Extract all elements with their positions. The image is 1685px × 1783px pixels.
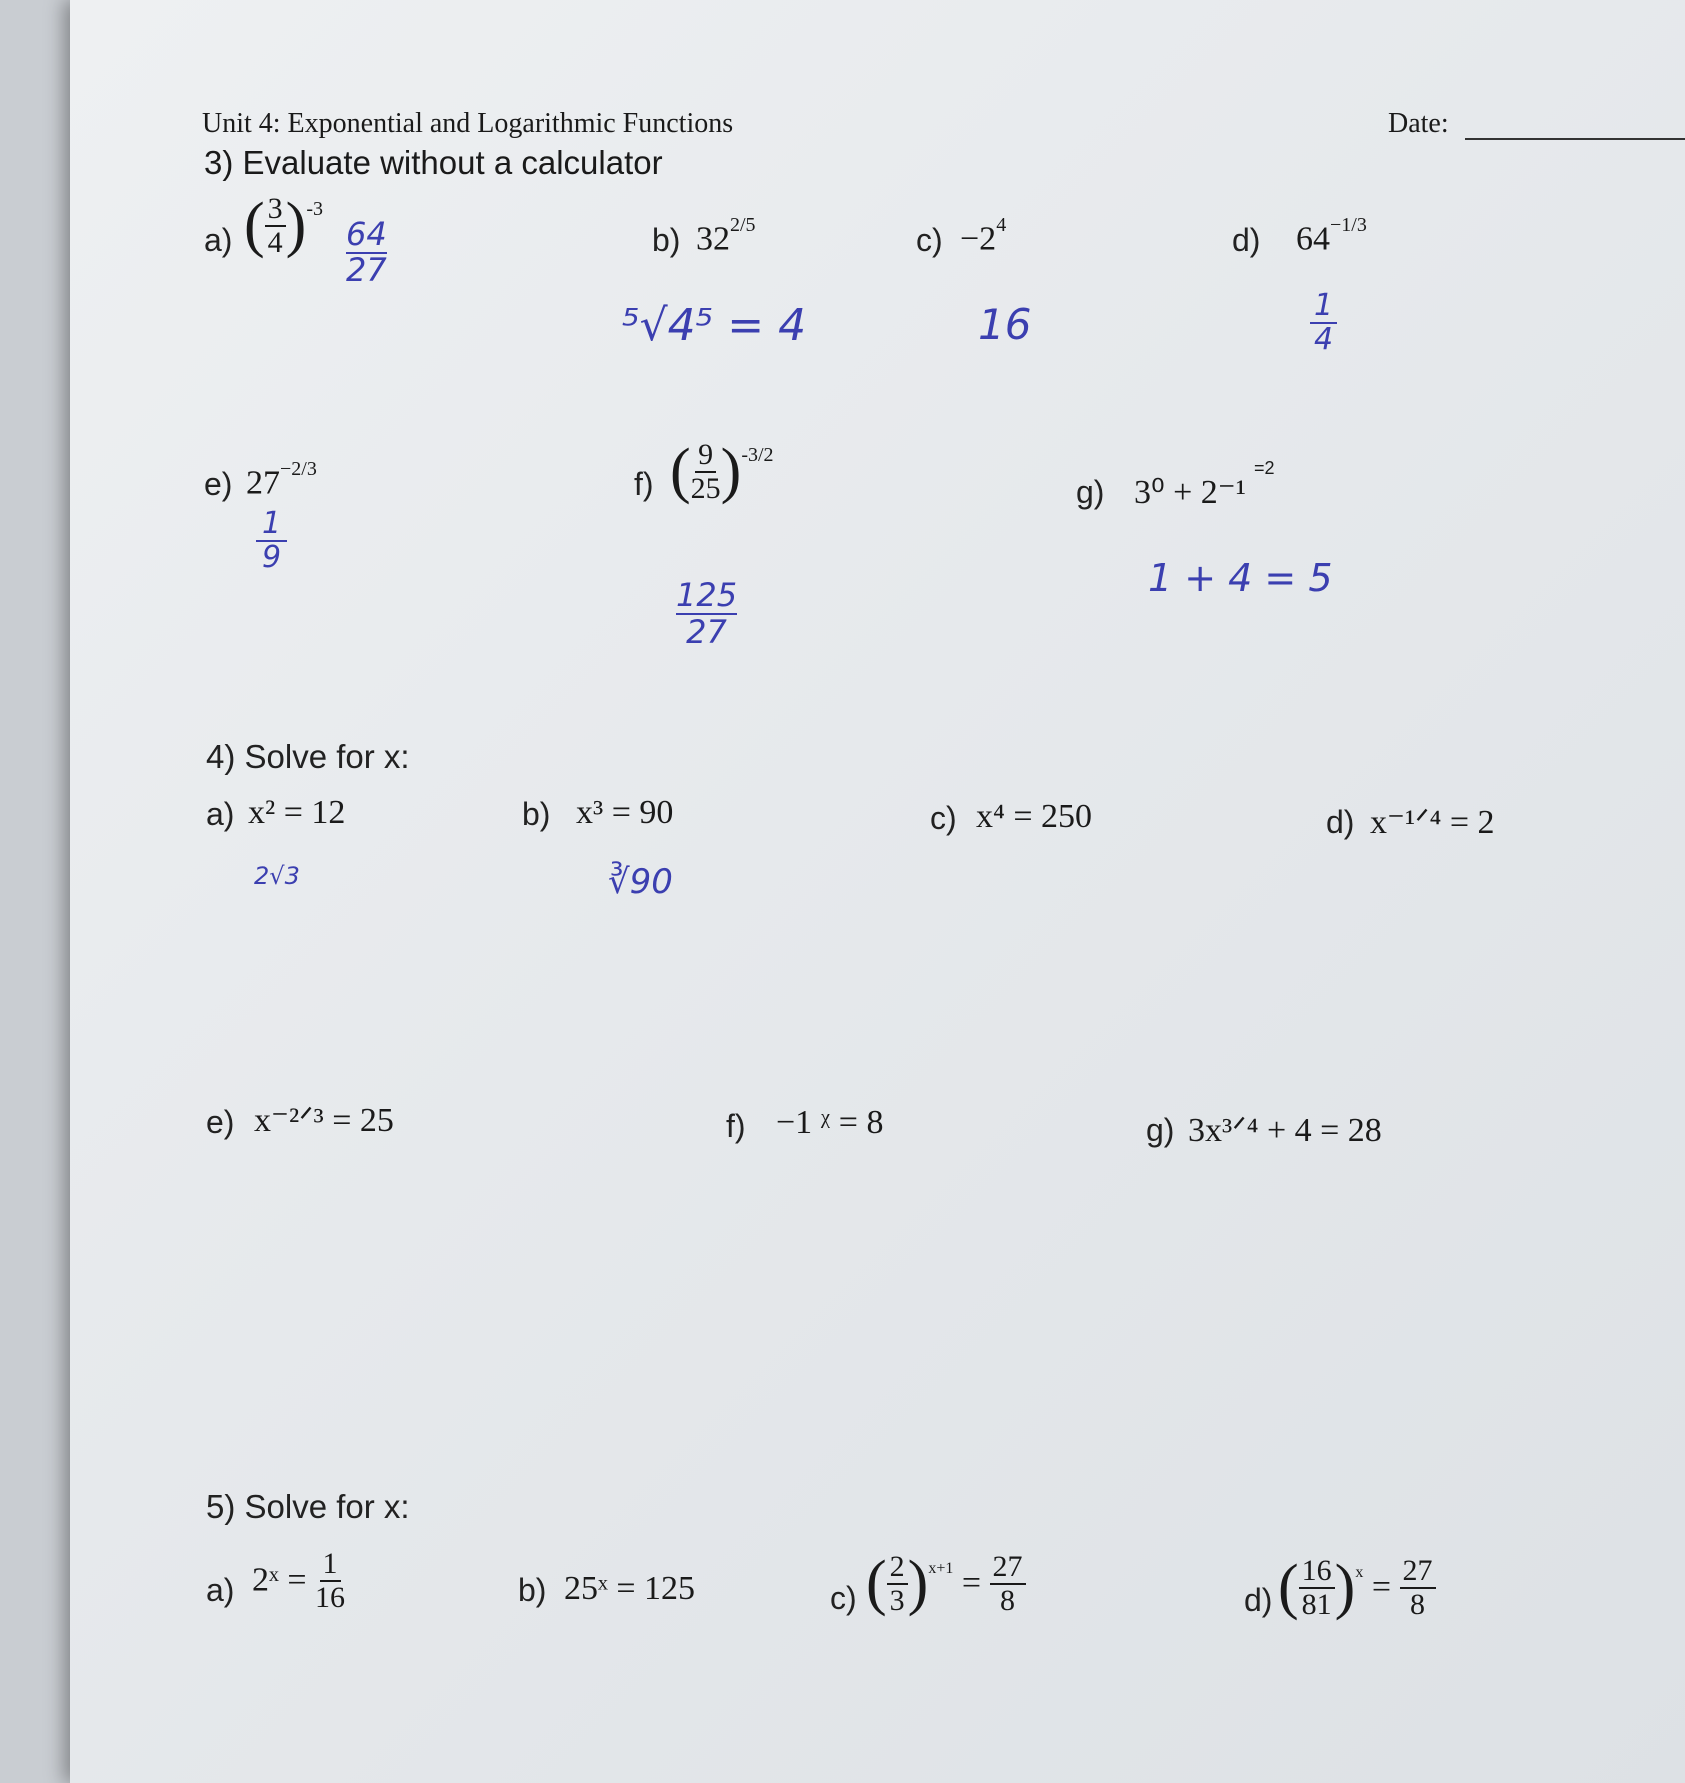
- s3a-den: 4: [267, 225, 283, 259]
- s3c-expression: [960, 214, 1007, 258]
- s5c-expression: ( $\frac{2}{3}$ )$^{x+1}$ = $\frac{27}{8}$: [866, 1548, 1026, 1619]
- s3d-base: 64: [1296, 220, 1330, 258]
- s5d-rnum: 27: [1400, 1555, 1436, 1589]
- s3a-answer-num: 64: [346, 215, 387, 253]
- s3g-expression: 3⁰ + 2⁻¹: [1134, 474, 1246, 511]
- s3d-expression: [1296, 214, 1367, 258]
- section4-heading: 4) Solve for x:: [206, 738, 410, 775]
- s5c-num: 2: [887, 1551, 908, 1585]
- s3a-num: 3: [265, 193, 286, 227]
- s3b-expression: [696, 214, 756, 258]
- s5d-label: d): [1244, 1582, 1273, 1618]
- s3a-expression: ( $\frac{3}{4}$ )$^{-3}$: [244, 191, 323, 259]
- s4d-label: d): [1326, 804, 1355, 840]
- s3e-label: e): [204, 466, 233, 502]
- worksheet-title: Unit 4: Exponential and Logarithmic Functions: [202, 108, 734, 139]
- s4a-expression: x² = 12: [248, 794, 346, 831]
- s3f-num: 9: [695, 439, 716, 473]
- s4d-expression: x⁻¹ᐟ⁴ = 2: [1370, 804, 1495, 841]
- s3b-work: ⁵√4⁵ = 4: [622, 300, 807, 351]
- s5c-den: 3: [889, 1583, 905, 1617]
- s4f-label: f): [726, 1108, 746, 1144]
- s3a-label: a): [204, 222, 233, 258]
- s3g-work: 1 + 4 = 5: [1148, 556, 1333, 600]
- s3d-answer-num: 1: [1310, 290, 1337, 324]
- s4c-expression: x⁴ = 250: [976, 798, 1093, 835]
- s3f-answer: [676, 578, 737, 650]
- date-label: Date:: [1388, 108, 1449, 139]
- s5b-expression: 25ˣ = 125: [564, 1570, 696, 1607]
- s3e-answer: [256, 508, 287, 573]
- s3e-base: 27: [246, 464, 280, 502]
- s3d-answer-den: 4: [1314, 321, 1334, 357]
- s3f-answer-den: 27: [686, 613, 727, 652]
- s4g-label: g): [1146, 1112, 1175, 1148]
- s3c-base: −2: [960, 220, 997, 258]
- date-line: [1465, 138, 1685, 140]
- s3f-exp: -3/2: [741, 443, 774, 466]
- s3a-exp: -3: [306, 197, 323, 220]
- s4c-label: c): [930, 800, 957, 836]
- s5b-label: b): [518, 1572, 547, 1608]
- s4a-work: 2√3: [254, 862, 300, 890]
- s3b-base: 32: [696, 220, 730, 258]
- s4b-label: b): [522, 796, 551, 832]
- s5a-lhs: 2ˣ =: [252, 1561, 307, 1599]
- s5a-expression: [252, 1548, 345, 1613]
- s5d-num: 16: [1299, 1555, 1335, 1589]
- s4g-expression: 3x³ᐟ⁴ + 4 = 28: [1188, 1112, 1382, 1149]
- s5c-rden: 8: [1000, 1583, 1016, 1617]
- s5d-den: 81: [1301, 1587, 1332, 1621]
- s3d-exp: −1/3: [1330, 214, 1367, 236]
- s3g-note: =2: [1254, 458, 1275, 478]
- s5d-exp: x: [1355, 1563, 1364, 1581]
- s3b-exp: 2/5: [730, 214, 756, 236]
- s3e-exp: −2/3: [280, 458, 317, 480]
- s4e-expression: x⁻²ᐟ³ = 25: [254, 1102, 394, 1139]
- s4b-expression: x³ = 90: [576, 794, 674, 831]
- s3e-answer-den: 9: [262, 539, 282, 575]
- s3f-expression: ( $\frac{9}{25}$ )$^{-3/2}$: [670, 437, 774, 505]
- s5c-label: c): [830, 1580, 857, 1616]
- s3g-label: g): [1076, 474, 1105, 510]
- s4b-work: ∛90: [608, 862, 673, 902]
- s3c-answer: 16: [978, 300, 1032, 349]
- s5a-num: 1: [320, 1548, 341, 1582]
- s3e-answer-num: 1: [256, 508, 287, 542]
- s3f-answer-num: 125: [676, 576, 738, 614]
- s3d-label: d): [1232, 222, 1261, 258]
- s3f-label: f): [634, 466, 654, 502]
- s5d-rden: 8: [1410, 1587, 1425, 1621]
- s5c-rnum: 27: [990, 1551, 1026, 1585]
- section3-heading: 3) Evaluate without a calculator: [204, 144, 663, 181]
- s3c-exp: 4: [996, 214, 1007, 236]
- s5d-expression: ( $\frac{16}{81}$ )$^x$ = $\frac{27}{8}$: [1278, 1552, 1436, 1623]
- s3f-den: 25: [690, 471, 721, 505]
- s3c-label: c): [916, 222, 943, 258]
- s3b-label: b): [652, 222, 681, 258]
- s3e-expression: [246, 458, 317, 502]
- s5a-den: 16: [315, 1580, 346, 1614]
- s4a-label: a): [206, 796, 235, 832]
- s4e-label: e): [206, 1104, 235, 1140]
- s3a-answer: [346, 215, 387, 289]
- s3a-answer-den: 27: [346, 250, 387, 289]
- s3d-answer: [1310, 290, 1337, 355]
- s5c-exp: x+1: [928, 1559, 954, 1577]
- s4f-expression: −1 ᵡ = 8: [776, 1104, 884, 1141]
- section5-heading: 5) Solve for x:: [206, 1488, 410, 1525]
- s5a-label: a): [206, 1572, 235, 1608]
